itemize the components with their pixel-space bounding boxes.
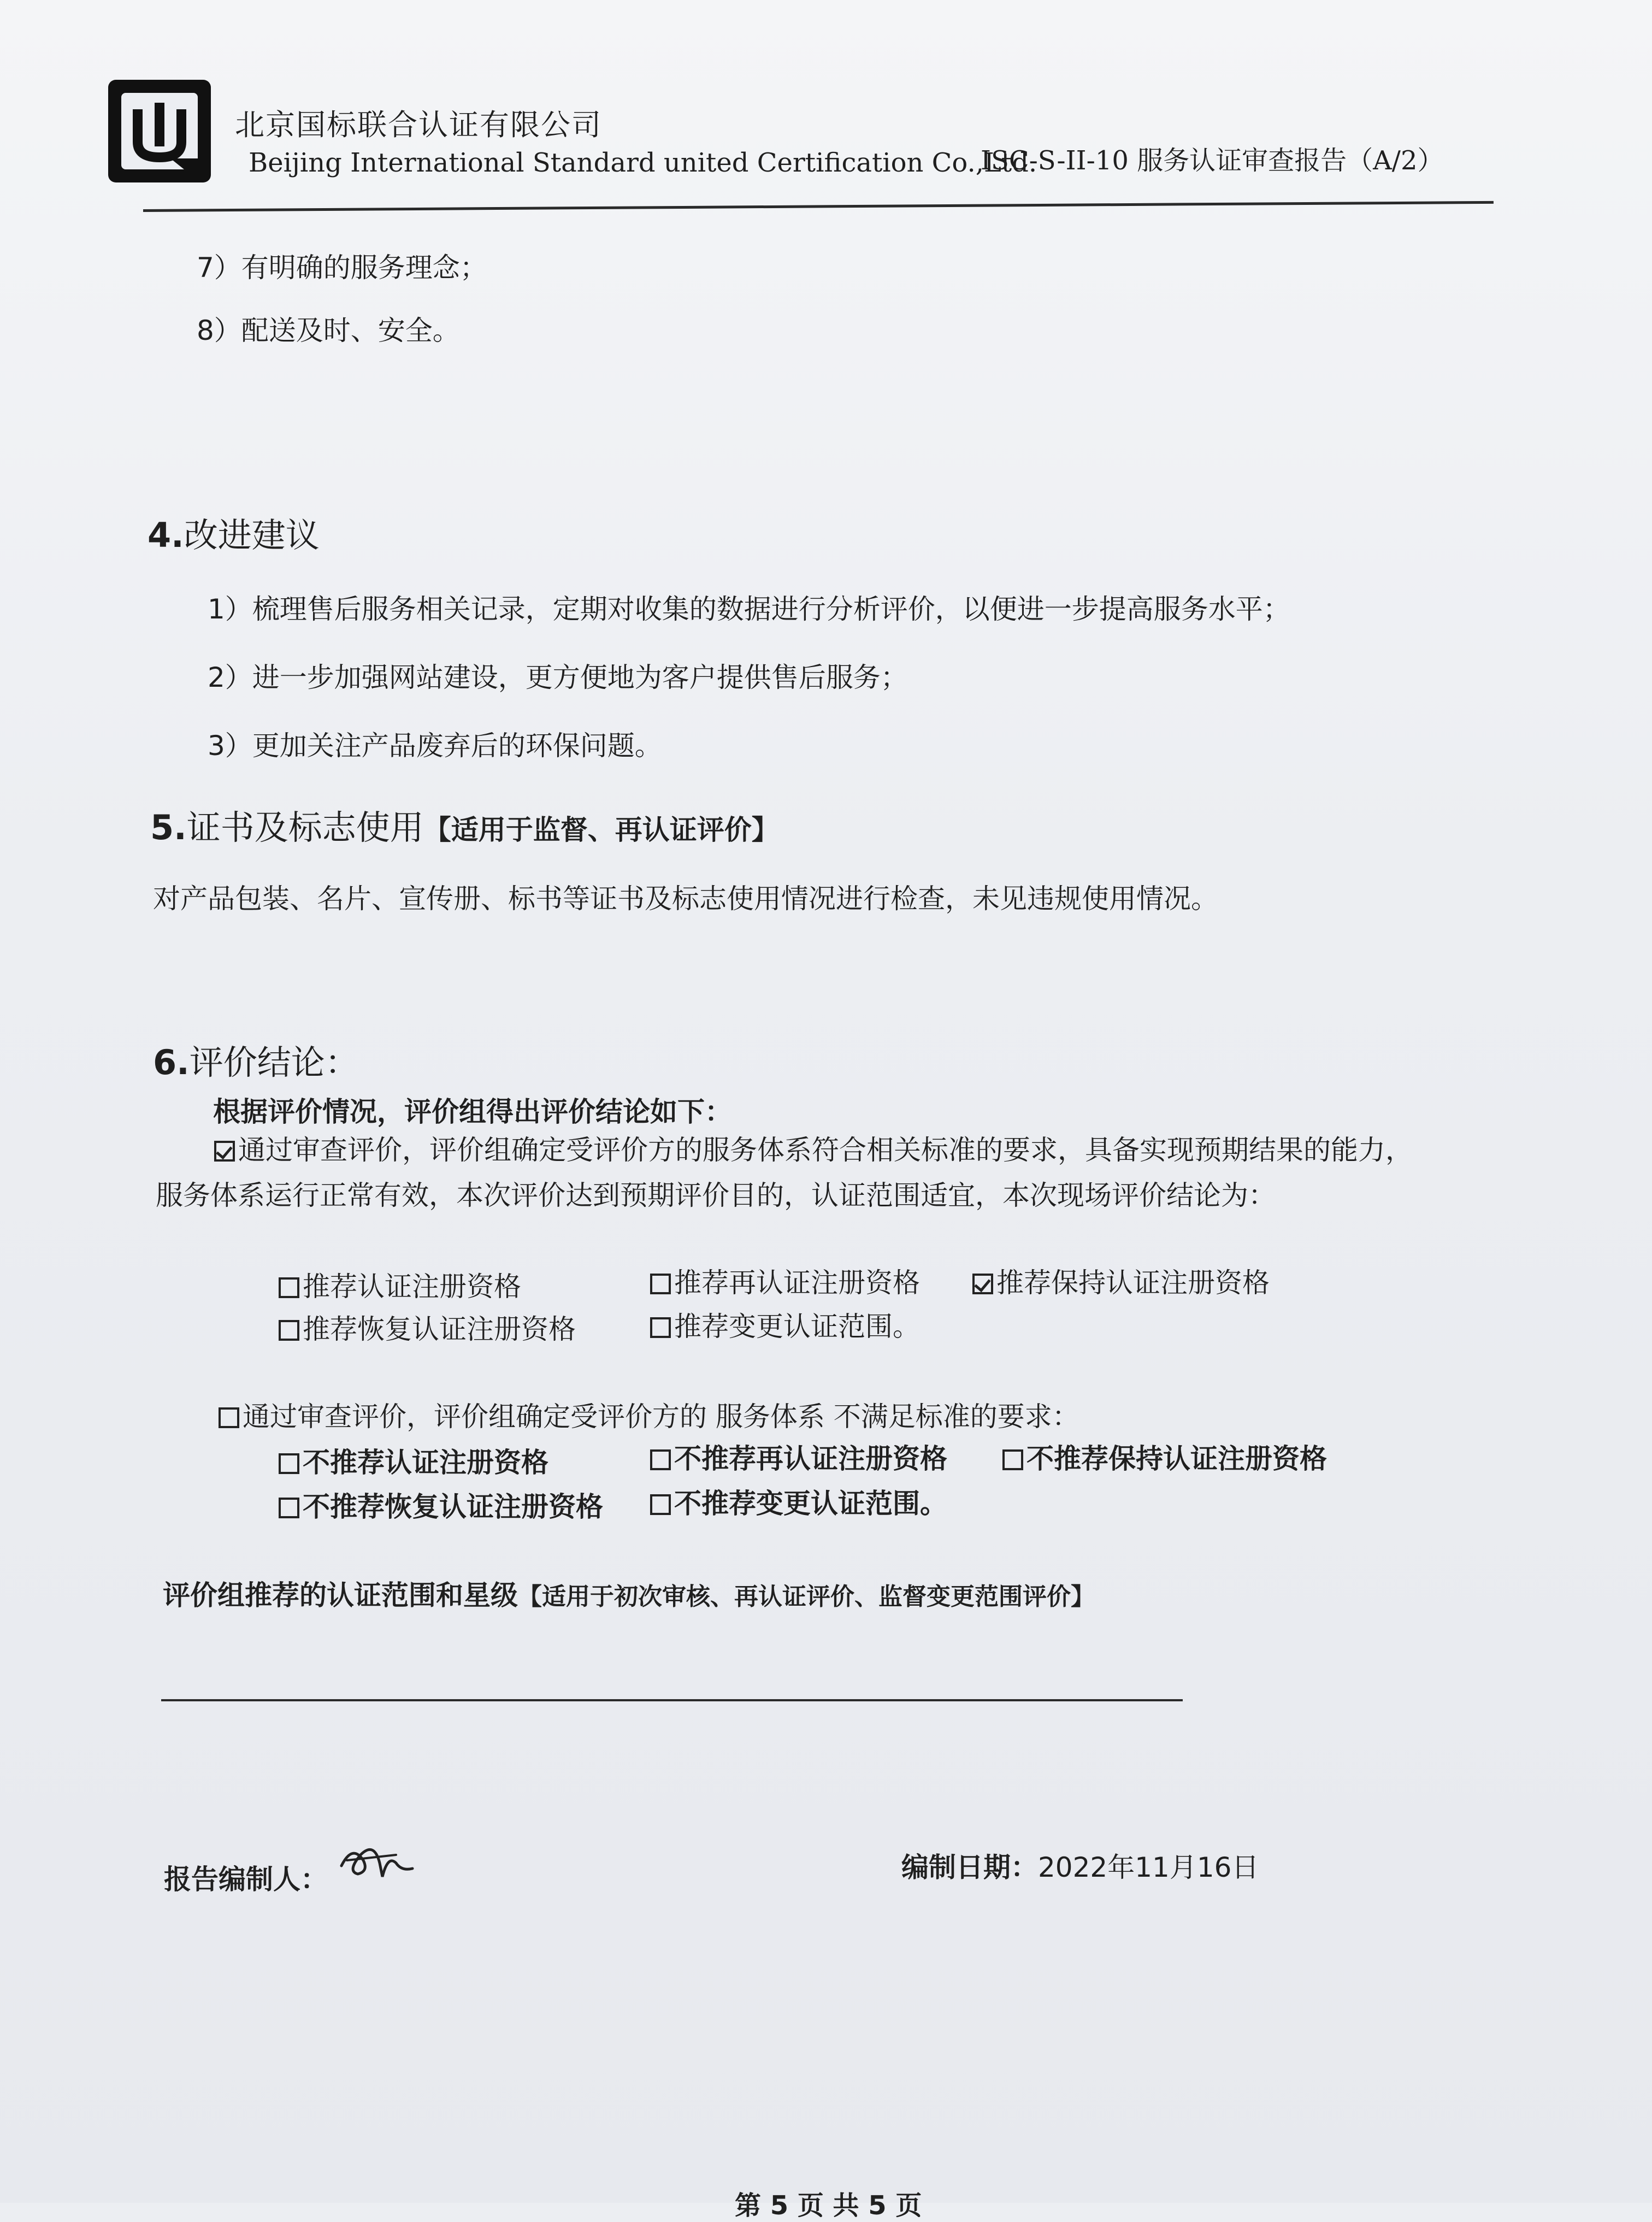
option-label: 推荐保持认证注册资格 — [996, 1267, 1270, 1299]
list-item: 2）进一步加强网站建设，更方便地为客户提供售后服务； — [208, 662, 908, 693]
date-label: 编制日期： — [901, 1852, 1038, 1883]
section-4-heading — [148, 508, 320, 557]
fail-statement — [219, 1395, 1079, 1434]
option-label: 不推荐恢复认证注册资格 — [303, 1491, 603, 1523]
scope-fill-line — [161, 1699, 1183, 1701]
scope-title: 评价组推荐的认证范围和星级 — [163, 1579, 518, 1611]
date-row — [901, 1846, 1259, 1885]
option-label: 不推荐保持认证注册资格 — [1026, 1443, 1327, 1475]
option-checkbox[interactable] — [279, 1453, 299, 1474]
option-checkbox[interactable] — [279, 1320, 299, 1341]
option-label: 不推荐认证注册资格 — [303, 1447, 548, 1478]
pass-checkbox[interactable] — [214, 1141, 235, 1162]
company-name-en: Beijing International Standard united Certification Co.,Ltd. — [249, 148, 1037, 178]
option-label: 推荐再认证注册资格 — [674, 1267, 920, 1299]
option-label: 不推荐再认证注册资格 — [674, 1443, 947, 1475]
list-item: 7）有明确的服务理念； — [197, 252, 487, 284]
section-number: 6. — [153, 1042, 190, 1082]
option-not-recommend-restore — [279, 1485, 603, 1524]
section-title: 评价结论： — [189, 1042, 359, 1082]
option-recommend-recertification — [650, 1261, 920, 1300]
scope-heading — [163, 1573, 1095, 1613]
company-name-cn: 北京国标联合认证有限公司 — [235, 108, 602, 142]
option-checkbox[interactable] — [279, 1277, 299, 1298]
date-value: 2022年11月16日 — [1038, 1852, 1259, 1883]
option-label: 推荐认证注册资格 — [303, 1271, 521, 1302]
option-recommend-registration — [279, 1265, 521, 1304]
section-number: 4. — [148, 515, 184, 555]
list-item: 1）梳理售后服务相关记录，定期对收集的数据进行分析评价，以便进一步提高服务水平； — [208, 593, 1290, 625]
option-checkbox[interactable] — [972, 1274, 993, 1294]
section-title: 证书及标志使用 — [186, 808, 424, 847]
option-checkbox[interactable] — [1002, 1449, 1023, 1470]
pass-statement-line2: 服务体系运行正常有效，本次评价达到预期评价目的，认证范围适宜，本次现场评价结论为： — [156, 1180, 1276, 1211]
section-title: 改进建议 — [184, 515, 320, 555]
option-not-recommend-change-scope — [650, 1482, 947, 1521]
pass-statement — [214, 1128, 1413, 1168]
option-checkbox[interactable] — [650, 1317, 671, 1338]
list-item: 8）配送及时、安全。 — [197, 315, 460, 346]
option-not-recommend-maintain — [1002, 1437, 1327, 1476]
pass-statement-line1: 通过审查评价，评价组确定受评价方的服务体系符合相关标准的要求，具备实现预期结果的能力， — [238, 1134, 1413, 1166]
option-not-recommend-recertification — [650, 1437, 947, 1476]
section-6-heading — [153, 1035, 359, 1084]
option-not-recommend-registration — [279, 1441, 548, 1480]
option-recommend-restore — [279, 1307, 576, 1347]
section-5-heading — [150, 800, 779, 849]
option-label: 推荐恢复认证注册资格 — [303, 1313, 576, 1345]
company-logo-icon — [105, 76, 214, 186]
option-label: 推荐变更认证范围。 — [674, 1311, 920, 1342]
option-checkbox[interactable] — [650, 1494, 671, 1515]
list-item: 3）更加关注产品废弃后的环保问题。 — [208, 730, 662, 762]
option-recommend-maintain — [972, 1261, 1270, 1300]
option-recommend-change-scope — [650, 1305, 920, 1344]
document-code: ISC-S-II-10 服务认证审查报告（A/2） — [981, 145, 1444, 176]
option-label: 不推荐变更认证范围。 — [674, 1488, 947, 1519]
header-divider — [143, 201, 1494, 212]
scope-note: 【适用于初次审核、再认证评价、监督变更范围评价】 — [518, 1583, 1095, 1611]
page-number: 第 5 页 共 5 页 — [735, 2190, 922, 2221]
conclusion-lead: 根据评价情况，评价组得出评价结论如下： — [213, 1096, 732, 1128]
fail-checkbox[interactable] — [219, 1407, 239, 1428]
option-checkbox[interactable] — [650, 1449, 671, 1470]
option-checkbox[interactable] — [650, 1274, 671, 1294]
section-5-text: 对产品包装、名片、宣传册、标书等证书及标志使用情况进行检查，未见违规使用情况。 — [153, 883, 1218, 915]
section-note: 【适用于监督、再认证评价】 — [423, 814, 779, 846]
section-number: 5. — [150, 808, 187, 847]
option-checkbox[interactable] — [279, 1498, 299, 1518]
preparer-signature-icon — [336, 1838, 423, 1882]
fail-statement-text: 通过审查评价，评价组确定受评价方的 服务体系 不满足标准的要求： — [243, 1401, 1079, 1433]
preparer-label: 报告编制人： — [164, 1864, 328, 1895]
